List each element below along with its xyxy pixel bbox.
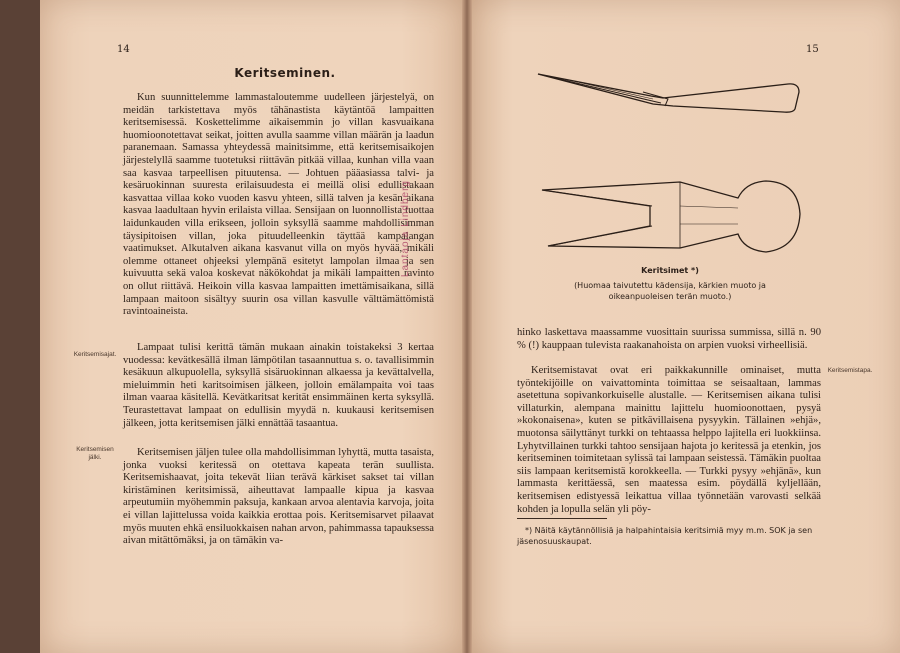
book-gutter [462, 0, 472, 653]
footnote: *) Näitä käytännöllisiä ja halpahintaisia keritsimiä myy m.m. SOK ja sen jäsenosuuskaupat. [517, 526, 813, 546]
figure-caption: (Huomaa taivutettu kädensija, kärkien muoto ja oikeanpuoleisen terän muoto.) [574, 281, 766, 301]
left-paragraph-3: Keritsemisen jäljen tulee olla mahdollisimman lyhyttä, mutta tasaista, jonka vuoksi keritessä on otettava kapeata terän suullista. Keritsemishaavat, joita tekevät liian terävä kärkiset sakset tai villan kiristäminen keritsimissä, aiheuttavat lampaalle kipua ja kasvaa arpeutumiin myöhemmin paksuja, kankaan arvoa alentavia karvoja, joita ei villan lajittelussa voida kaikkia erottaa pois. Keritsemisarvet pilaavat myös muuten ehkä ensiluokkaisen nahan arvon, pahimmassa tapauksessa aivan mitättömäksi, ja on tämäkin va- [123, 447, 434, 547]
shears-top-view-illustration [540, 176, 805, 258]
page-number-right: 15 [806, 44, 819, 55]
figure-caption-title: Keritsimet *) [641, 266, 699, 275]
shears-side-view-illustration [533, 66, 805, 116]
footnote-divider [517, 518, 607, 519]
left-paragraph-1: Kun suunnittelemme lammastaloutemme uudelleen järjestelyä, on meidän tarkistettava myös tähänastista käytäntöä lampaitten keritsemisessä. Koskettelimme aikaisemmin jo villan kasvuaikana huomioonotettavat seikat, joitten avulla saamme villan määrän ja laadun paranemaan. Samassa yhteydessä mainitsimme, että keritsemisaikojen järjestelyllä saamme tuotetuksi riittävän pitkää villaa, kunhan villa vaan saa kasvaa tarpeellisen pituutensa. — Johtuen pääasiassa talvi- ja kesäruokinnan suuresta erilaisuudesta ei meillä olisi edullistakaan kasvattaa villaa koko vuoden kasvu yhteen, sillä talven ja kesän aikana kasvaa laadultaan hyvin erilaista villaa. Sensijaan on luonnollista tuottaa laidunkauden villa erikseen, jolloin syksyllä saamme mahdollisimman täysipitoisen villan, joka pituudelleenkin täyttää kampalangan vaatimukset. Alkutalven aikana kasvanut villa on myös hyvää, mikäli olemme ottaneet ohjeeksi ylempänä esitetyt lampolan ilmaa ja sen kuivuutta sekä valoa koskevat näkökohdat ja mikäli lampaitten ravinto on ollut riittävä. Heikoin villa kasvaa lampaitten imettämisaikana, sillä lampaan maitoon sisältyy suurin osa villan kasvulle välttämättömistä ravintoaineista. [123, 92, 434, 318]
page-number-left: 14 [117, 44, 130, 55]
margin-note-shearing-times: Keritsemisajat. [73, 351, 117, 358]
right-paragraph-1: hinko laskettava maassamme vuosittain suurissa summissa, sillä n. 90 % (!) kauppaan tulevista raakanahoista on arpien vuoksi virheellisiä. [517, 327, 821, 351]
page-heading: Keritseminen. [234, 66, 336, 80]
ink-stamp: Lantaoja Lindberg [400, 180, 411, 278]
margin-note-shearing-method: Keritsemistapa. [827, 367, 873, 374]
left-paragraph-2: Lampaat tulisi kerittä tämän mukaan ainakin toistakeksi 3 kertaa vuodessa: kevätkesällä ilman lämpötilan tasaannuttua s. o. tavallisimmin kesäkuun alkupuolella, syksyllä sisäruokinnan alkaessa ja kevättalvella, mieluimmin heti karitsoimisen jälkeen, jolloin emälampaita voi taas ilman vaaraa käsitellä. Kevätkaritsat kerität ensimmäinen kerta syksyllä. Teurastettavat lampaat on edullisin myydä n. kuukausi keritsemisen jälkeen, jotta keritsemisen jälki ennättää tasaantua. [123, 342, 434, 429]
right-paragraph-2: Keritsemistavat ovat eri paikkakunnille ominaiset, mutta työntekijöille on vaivattominta toimittaa se seisaaltaan, lammas asetettuna sopivankorkuiselle alustalle. — Keritsemisen aikana tulisi villaturkin, alempana mainittu lajittelu huomioonottaen, pysyä »kokonaisena», kuten se pitkävillaisena pysyykin. Tällainen »ehjä», muotonsa säilyttänyt turkki on tehtaassa helppo lajitella eri luokkiinsa. Lyhytvillainen turkki tahtoo sensijaan hajota jo keritessä ja etenkin, jos keritseminen toimitetaan sylissä tai lampaan seistessä. Tämäkin puoltaa siis lampaan keritsemistä korokkeella. — Turkki pysyy »ehjänä», kun lammasta kerittäessä, sen maatessa esim. pöydällä kyljellään, keritsemisen edistyessä leikattua villaa työnnetään varovasti selkää kohden ja lopulla selän yli pöy- [517, 365, 821, 515]
margin-note-shearing-trace: Keritsemisen jälki. [76, 446, 114, 461]
